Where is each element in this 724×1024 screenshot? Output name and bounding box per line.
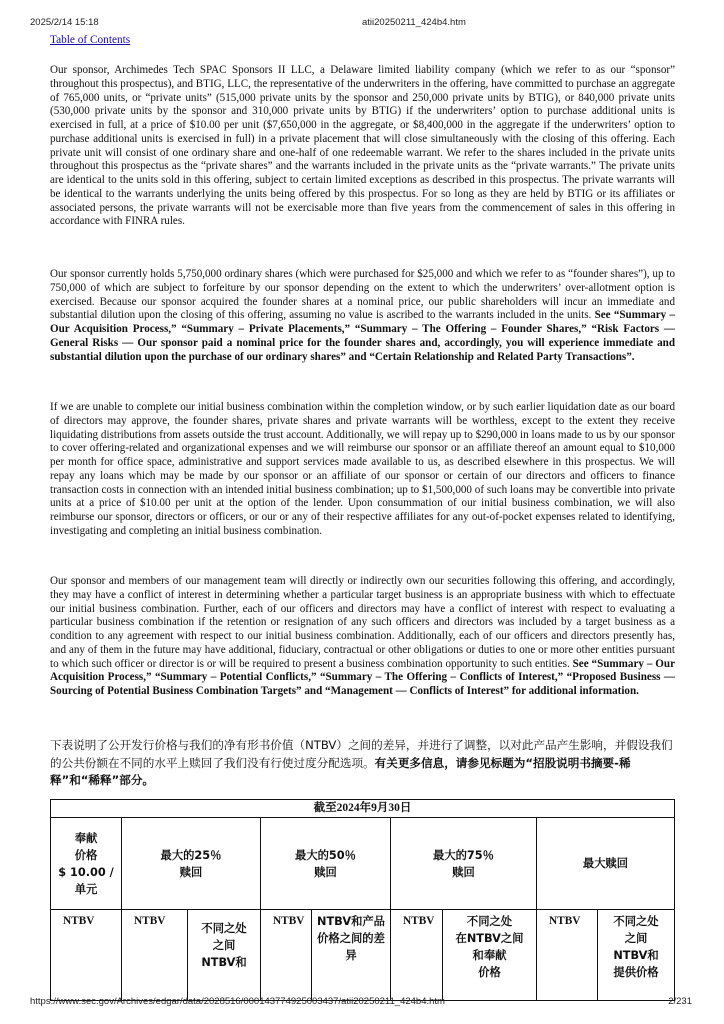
print-footer — [0, 996, 724, 1010]
dilution-intro-paragraph — [50, 737, 680, 790]
dilution-intro-text: 下表说明了公开发行价格与我们的净有形书价值（NTBV）之间的差异，并进行了调整，以对此产品产生影响，并假设我们的公共份额在不同的水平上赎回了我们没有行使过度分配选项。 — [50, 738, 673, 770]
difference-header-max: 不同之处 之间 NTBV和 提供价格 — [598, 910, 675, 1001]
sponsor-private-units-paragraph: Our sponsor, Archimedes Tech SPAC Sponsors II LLC, a Delaware limited liability company (which we refer to as our “sponsor” throughout this prospectus), and BTIG, LLC, the representative of the underwriters in the offering, have committed to purchase an aggregate of 765,000 units, or “private units” (515,000 private units by the sponsor and 250,000 private units by BTIG), or 840,000 private units (530,000 private units by the sponsor and 310,000 private units by BTIG) if the underwriters’ option to purchase additional units is exercised in full, at a price of $10.00 per unit ($7,650,000 in the aggregate, or $8,400,000 in the aggregate if the underwriters’ option to purchase additional units is exercised in full) in a private placement that will close simultaneously with the closing of this offering. Each private unit will consist of one ordinary share and one-half of one redeemable warrant. We refer to the shares included in the private units throughout this prospectus as the “private shares” and the warrants included in the private units as the “private warrants.” The private units are identical to the units sold in this offering, subject to certain limited exceptions as described in this prospectus. The private warrants will be identical to the warrants underlying the units being offered by this prospectus. For so long as they are held by BTIG or its affiliates or associated persons, the private warrants will not be exercisable more than five years from the commencement of sales in this offering in accordance with FINRA rules. — [50, 64, 675, 228]
conflicts-see-also: See “Summary – Our Acquisition Process,” “Summary – Potential Conflicts,” “Summary – The Offering – Conflicts of Interest,” “Proposed Business — Sourcing of Potential Business Combination Targets” and “Management — Conflicts of Interest” for additional information. — [50, 657, 675, 697]
difference-header-75: 不同之处 在NTBV之间 和奉献 价格 — [443, 910, 537, 1001]
liquidation-paragraph: If we are unable to complete our initial business combination within the completion window, or by such earlier liquidation date as our board of directors may approve, the founder shares, private shares and private warrants will be worthless, except to the extent they receive liquidating distributions from assets outside the trust account. Additionally, we will repay up to $290,000 in loans made to us by our sponsor to cover offering-related and organizational expenses and we will reimburse our sponsor or an affiliate thereof an amount equal to $10,000 per month for office space, administrative and support services made available to us, as described elsewhere in this prospectus. We will repay any loans which may be made by our sponsor or an affiliate of our sponsor or certain of our directors and officers to finance transaction costs in connection with an intended initial business combination; up to $1,500,000 of such loans may be convertible into private units at a price of $10.00 per unit at the option of the lender. Upon consummation of our initial business combination, we will also reimburse our sponsor, directors or officers, or our or any of their respective affiliates for any out-of-pocket expenses related to identifying, investigating and completing an initial business combination. — [50, 401, 675, 537]
page-number: 2/231 — [668, 996, 692, 1007]
ntbv-header-max: NTBV — [537, 910, 598, 1001]
offering-price-header: 奉献 价格 $ 10.00 / 单元 — [51, 818, 122, 910]
difference-header-25: 不同之处 之间 NTBV和 — [188, 910, 261, 1001]
founder-shares-paragraph — [50, 268, 675, 364]
founder-shares-text: Our sponsor currently holds 5,750,000 ordinary shares (which were purchased for $25,000 and which we refer to as “founder shares”), up to 750,000 of which are subject to forfeiture by our sponsor depending on the extent to which the underwriters’ over-allotment option is exercised. Because our sponsor acquired the founder shares at a nominal price, our public shareholders will incur an immediate and substantial dilution upon the closing of this offering, assuming no value is ascribed to the warrants included in the units. — [50, 268, 675, 322]
dilution-table — [50, 799, 675, 1001]
max-75-redemption-header: 最大的75％ 赎回 — [391, 818, 537, 910]
conflicts-of-interest-paragraph — [50, 575, 675, 699]
max-25-redemption-header: 最大的25％ 赎回 — [122, 818, 261, 910]
founder-shares-see-also: See “Summary – Our Acquisition Process,” “Summary – Private Placements,” “Summary – The Offering – Founder Shares,” “Risk Factors — General Risks — Our sponsor paid a nominal price for the founder shares and, accordingly, you will experience immediate and substantial dilution upon the purchase of our ordinary shares” and “Certain Relationship and Related Party Transactions”. — [50, 309, 676, 363]
dilution-intro-see-also: 有关更多信息，请参见标题为“招股说明书摘要-稀释”和“稀释”部分。 — [50, 755, 631, 787]
ntbv-header-75: NTBV — [391, 910, 443, 1001]
table-of-contents-link[interactable]: Table of Contents — [50, 34, 131, 46]
print-header — [0, 17, 724, 31]
print-filename: atii20250211_424b4.htm — [362, 17, 466, 28]
ntbv-header-50: NTBV — [261, 910, 312, 1001]
max-50-redemption-header: 最大的50％ 赎回 — [261, 818, 391, 910]
max-redemption-header: 最大赎回 — [537, 818, 675, 910]
conflicts-text: Our sponsor and members of our management team will directly or indirectly own our securities following this offering, and accordingly, they may have a conflict of interest in determining whether a particular target business is an appropriate business with which to effectuate our initial business combination. Further, each of our officers and directors may have a conflict of interest with respect to evaluating a particular business combination if the retention or resignation of any such officers and directors was included by a target business as a condition to any agreement with respect to our initial business combination. Additionally, each of our officers and directors presently has, and any of them in the future may have additional, fiduciary, contractual or other obligations or duties to one or more other entities pursuant to which such officer or director is or will be required to present a business combination opportunity to such entities. — [50, 575, 675, 670]
ntbv-header-25: NTBV — [122, 910, 188, 1001]
ntbv-header-offering: NTBV — [51, 910, 122, 1001]
print-datetime: 2025/2/14 15:18 — [30, 17, 99, 28]
difference-header-50: NTBV和产品 价格之间的差 异 — [312, 910, 391, 1001]
page-url: https://www.sec.gov/Archives/edgar/data/2028516/000143774925003437/atii20250211_424b4.htm — [30, 996, 445, 1007]
table-caption: 截至2024年9月30日 — [51, 800, 675, 818]
